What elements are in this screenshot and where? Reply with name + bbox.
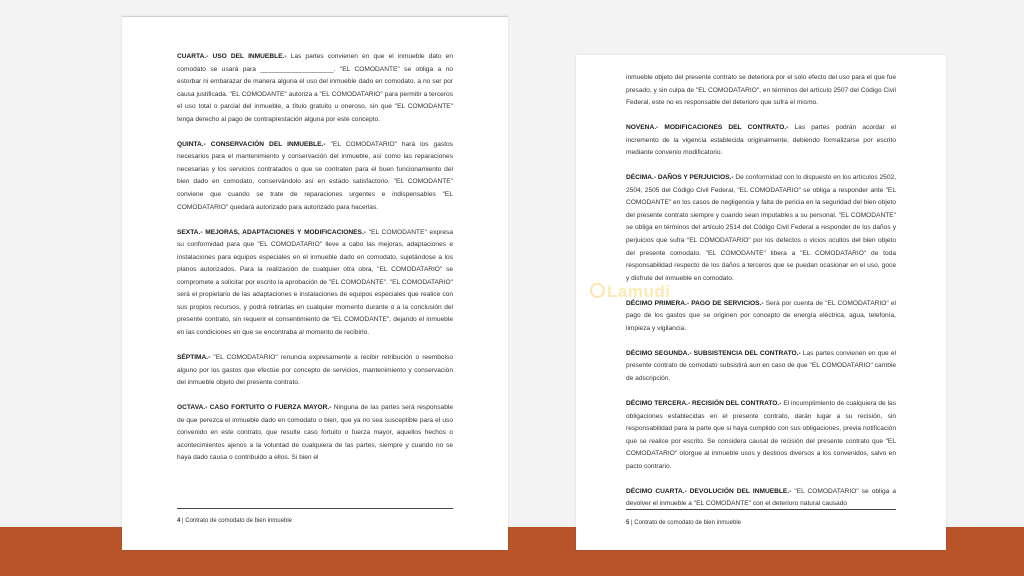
watermark-text: Lamudi [607, 282, 671, 301]
clause-text: "EL COMODATARIO" hará los gastos necesarios para el mantenimiento y conservación del inmueble, así como las reparaciones necesarias y los servicios contratados o que se contraten para el buen funcionamiento del bien dado en comodato, conservándolo así en estado satisfactorio. "EL COMODANTE" conviene que cuando se trate de reparaciones urgentes e indispensables "EL COMODATARIO" quedará autorizado para autorizado para hacerlas. [177, 140, 453, 211]
watermark-logo [590, 282, 670, 302]
clause-paragraph [177, 139, 453, 214]
page-top-rule [122, 16, 508, 17]
clause-paragraph [626, 398, 896, 473]
footer-title: Contrato de comodato de bien inmueble [185, 518, 292, 524]
clause-text: Las partes convienen en que el presente contrato de comodato subsistirá aun en caso de que "EL COMODATARIO" cambie de adscripción. [626, 349, 896, 382]
clause-title: DÉCIMO PRIMERA.- PAGO DE SERVICIOS.- [626, 299, 764, 307]
clause-title: DÉCIMO SEGUNDA.- SUBSISTENCIA DEL CONTRATO.- [626, 349, 801, 357]
clause-paragraph [626, 486, 896, 511]
clause-paragraph [177, 402, 453, 465]
clause-title: CUARTA.- USO DEL INMUEBLE.- [177, 53, 287, 60]
clause-title: NOVENA.- MODIFICACIONES DEL CONTRATO.- [626, 124, 789, 132]
clause-title: QUINTA.- CONSERVACIÓN DEL INMUEBLE.- [177, 140, 326, 148]
document-page-4 [122, 16, 508, 550]
clause-paragraph [626, 72, 896, 110]
watermark-icon [590, 283, 605, 298]
clause-text: "EL COMODATARIO" renuncia expresamente a recibir retribución o reembolso alguno por los gastos que efectúe por concepto de servicios, mantenimiento y conservación del inmueble objeto del presente contrato. [177, 353, 453, 387]
page-number: 4 [177, 518, 181, 524]
clause-title: SEXTA.- MEJORAS, ADAPTACIONES Y MODIFICACIONES.- [177, 228, 366, 236]
page-footer: 4 | Contrato de comodato de bien inmueble [177, 518, 292, 524]
clause-title: OCTAVA.- CASO FORTUITO O FUERZA MAYOR.- [177, 404, 332, 412]
page-number: 5 [626, 520, 630, 526]
clause-paragraph [626, 122, 896, 160]
clause-title: DÉCIMO CUARTA.- DEVOLUCIÓN DEL INMUEBLE.- [626, 487, 792, 495]
clause-text: Ninguna de las partes será responsable de que perezca el inmueble dado en comodato o bien, que ya no sea susceptible para el uso convenido en este contrato, que resulte caso fortuito o fuerza mayor, aquellos hechos o acontecimientos ajenos a la voluntad de cualquiera de las partes, siempre y cuando no se haya dado causa o contribuido a ellos. Si bien el [177, 404, 453, 462]
page-body [177, 51, 453, 477]
clause-title: DÉCIMO TERCERA.- RECISIÓN DEL CONTRATO.- [626, 399, 782, 407]
footer-rule [177, 508, 453, 509]
clause-paragraph [626, 172, 896, 285]
clause-text: inmueble objeto del presente contrato se deteriora por el solo efecto del uso para el que fue presado, y sin culpa de "EL COMODATARIO", en términos del artículo 2507 del Código Civil Federal, este no es responsable del deterioro que sufra el mismo. [626, 74, 896, 107]
clause-text: Las partes podrán acordar el incremento de la vigencia establecida originalmente, debiendo formalizarse por escrito mediante convenio modificatorio. [626, 124, 896, 157]
clause-paragraph [626, 298, 896, 336]
clause-text: El incumplimiento de cualquiera de las obligaciones establecidas en el presente contrato, darán lugar a su recisión, sin responsabilidad para la parte que si haya cumplido con sus obligaciones, previa notificación que se realice por escrito. Se considera causal de recisión del presente contrato que "EL COMODATARIO" otorgue al inmueble usos y destinos diversos a los convenidos, salvo en pacto contrario. [626, 399, 896, 470]
clause-paragraph [177, 227, 453, 340]
document-page-5 [576, 55, 946, 550]
footer-title: Contrato de comodato de bien inmueble [634, 520, 741, 526]
clause-paragraph [177, 352, 453, 390]
footer-rule [626, 509, 896, 510]
page-footer: 5 | Contrato de comodato de bien inmueble [626, 520, 741, 526]
clause-paragraph [177, 51, 453, 126]
clause-text: Será por cuenta de "EL COMODATARIO" el pago de los gastos que se originen por concepto de energía eléctrica, agua, telefonía, limpieza y vigilancia. [626, 299, 897, 332]
clause-text: "EL COMODANTE" expresa su conformidad para que "EL COMODATARIO" lleve a cabo las mejoras, adaptaciones e instalaciones para equipos especiales en el inmueble dado en comodato, sujetándose a los planos autorizados. Para la realización de cualquier otra obra, "EL COMODATARIO" se compromete a solicitar por escrito la aprobación de "EL COMODANTE". "EL COMODATARIO" será el propietario de las adaptaciones e instalaciones de equipos especiales que realice con sus propios recursos, y podrá retirarlas en cualquier momento durante o a la conclusión del presente contrato, sin requerir el consentimiento de "EL COMODANTE", dejando el inmueble en las condiciones en que se encontraba al momento de recibirlo. [177, 228, 453, 336]
clause-text: "EL COMODATARIO" se obliga a devolver el inmueble a "EL COMODANTE" con el deterioro natural causado [626, 487, 896, 508]
clause-text: De conformidad con lo dispuesto en los artículos 2502, 2504, 2505 del Código Civil Federal, "EL COMODATARIO" se obliga a responder ante "EL COMODANTE" en los casos de negligencia y falta de pericia en la seguridad del bien objeto del presente contrato siempre y cuando sean imputables a su personal. "EL COMODANTE" se obliga en términos del artículo 2514 del Código Civil Federal a responder de los daños y perjuicios que sufra "EL COMODATARIO" por los defectos o vicios ocultos del bien objeto del presente comodato. "EL COMODANTE" libera a "EL COMODATARIO" de toda responsabilidad respecto de los daños a terceros que se puedan ocasionar en el uso, goce y disfrute del inmueble en comodato. [626, 174, 896, 282]
clause-text: Las partes convienen en que el inmueble dato en comodato se usará para ____________________. "EL COMODANTE" se obliga a no estorbar ni embarazar de manera alguna el uso del inmueble dado en comodato, a no ser por causa justificada. "EL COMODANTE" autoriza a "EL COMODATARIO" para permitir a terceros el uso total o parcial del inmueble, a título gratuito u oneroso, sin que "EL COMODANTE" tenga derecho al pago de contraprestación alguna por este concepto. [177, 53, 453, 123]
clause-title: SÉPTIMA.- [177, 353, 211, 361]
clause-paragraph [626, 348, 896, 386]
clause-title: DÉCIMA.- DAÑOS Y PERJUICIOS.- [626, 174, 734, 182]
